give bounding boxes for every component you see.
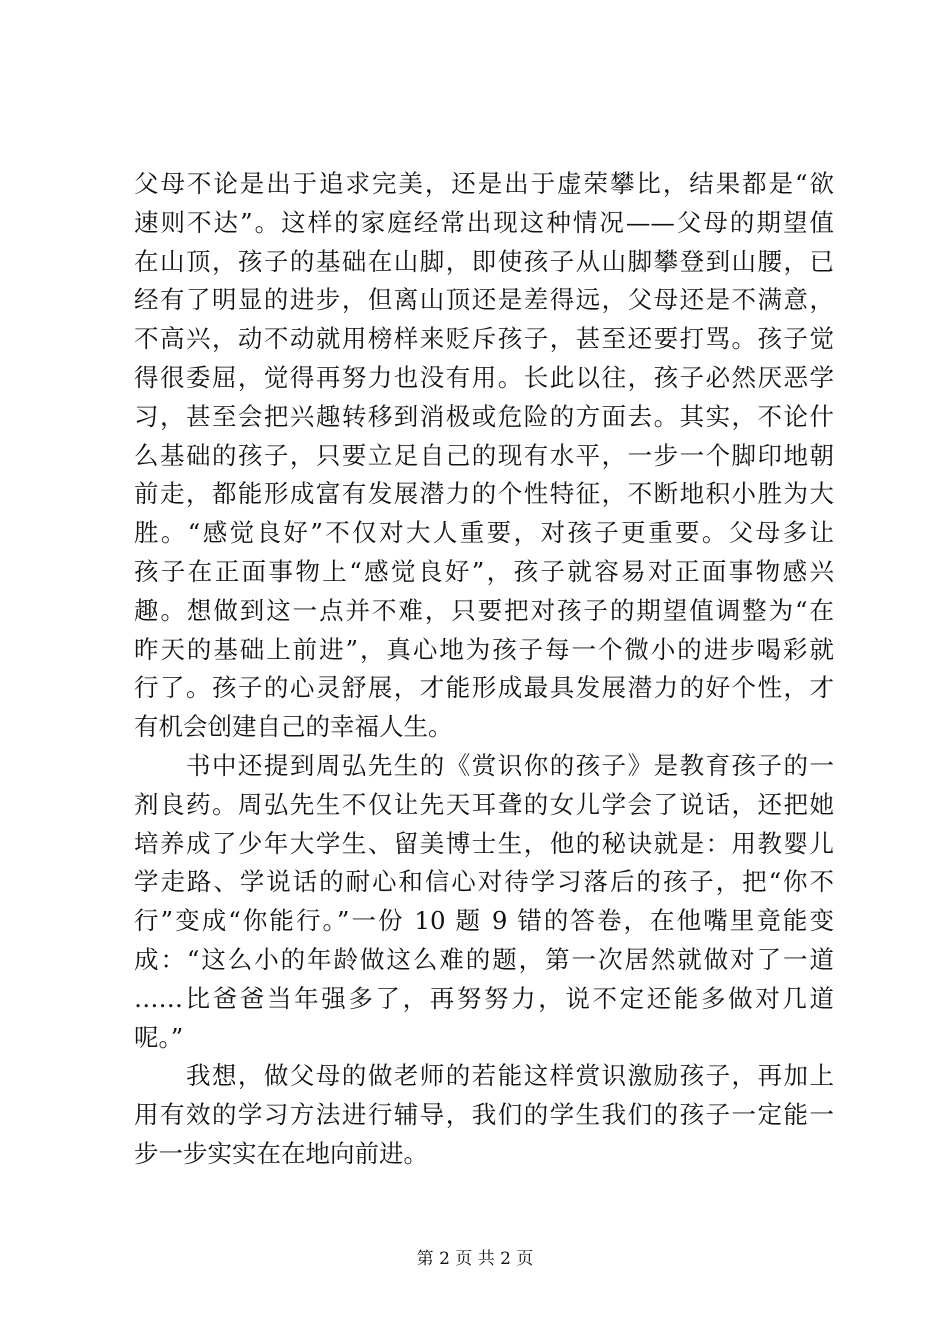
text-line: 呢。” [134, 1022, 184, 1052]
text-line: 书中还提到周弘先生的《赏识你的孩子》是教育孩子的一 [134, 750, 834, 780]
text-line: 培养成了少年大学生、留美博士生，他的秘诀就是：用教婴儿 [134, 828, 834, 858]
text-line: 剂良药。周弘先生不仅让先天耳聋的女儿学会了说话，还把她 [134, 789, 834, 819]
text-line: 我想，做父母的做老师的若能这样赏识激励孩子，再加上 [134, 1061, 834, 1091]
text-line: 用有效的学习方法进行辅导，我们的学生我们的孩子一定能一 [134, 1100, 834, 1130]
text-line: 么基础的孩子，只要立足自己的现有水平，一步一个脚印地朝 [134, 440, 834, 470]
text-line: 不高兴，动不动就用榜样来贬斥孩子，甚至还要打骂。孩子觉 [134, 324, 834, 354]
text-line: 经有了明显的进步，但离山顶还是差得远，父母还是不满意， [134, 285, 834, 315]
text-line: 前走，都能形成富有发展潜力的个性特征，不断地积小胜为大 [134, 479, 834, 509]
text-line: 成：“这么小的年龄做这么难的题，第一次居然就做对了一道 [134, 944, 834, 974]
text-line: 有机会创建自己的幸福人生。 [134, 712, 453, 742]
text-line: 习，甚至会把兴趣转移到消极或危险的方面去。其实，不论什 [134, 401, 834, 431]
text-line: 行”变成“你能行。”一份 10 题 9 错的答卷，在他嘴里竟能变 [134, 906, 834, 936]
page-footer: 第 2 页 共 2 页 [416, 1249, 534, 1269]
text-line: 昨天的基础上前进”，真心地为孩子每一个微小的进步喝彩就 [134, 634, 834, 664]
text-line: 学走路、学说话的耐心和信心对待学习落后的孩子，把“你不 [134, 867, 834, 897]
text-line: 胜。“感觉良好”不仅对大人重要，对孩子更重要。父母多让 [134, 518, 834, 548]
body-text [134, 165, 834, 1174]
text-line: 得很委屈，觉得再努力也没有用。长此以往，孩子必然厌恶学 [134, 362, 834, 392]
text-line: 父母不论是出于追求完美，还是出于虚荣攀比，结果都是“欲 [134, 169, 834, 198]
text-line: 速则不达”。这样的家庭经常出现这种情况——父母的期望值 [134, 207, 834, 237]
text-line: 在山顶，孩子的基础在山脚，即使孩子从山脚攀登到山腰，已 [134, 246, 834, 276]
text-line: ……比爸爸当年强多了，再努努力，说不定还能多做对几道 [134, 983, 834, 1013]
text-line: 孩子在正面事物上“感觉良好”，孩子就容易对正面事物感兴 [134, 556, 834, 586]
text-line: 趣。想做到这一点并不难，只要把对孩子的期望值调整为“在 [134, 595, 834, 625]
text-line: 行了。孩子的心灵舒展，才能形成最具发展潜力的好个性，才 [134, 673, 834, 703]
text-line: 步一步实实在在地向前进。 [134, 1138, 428, 1168]
